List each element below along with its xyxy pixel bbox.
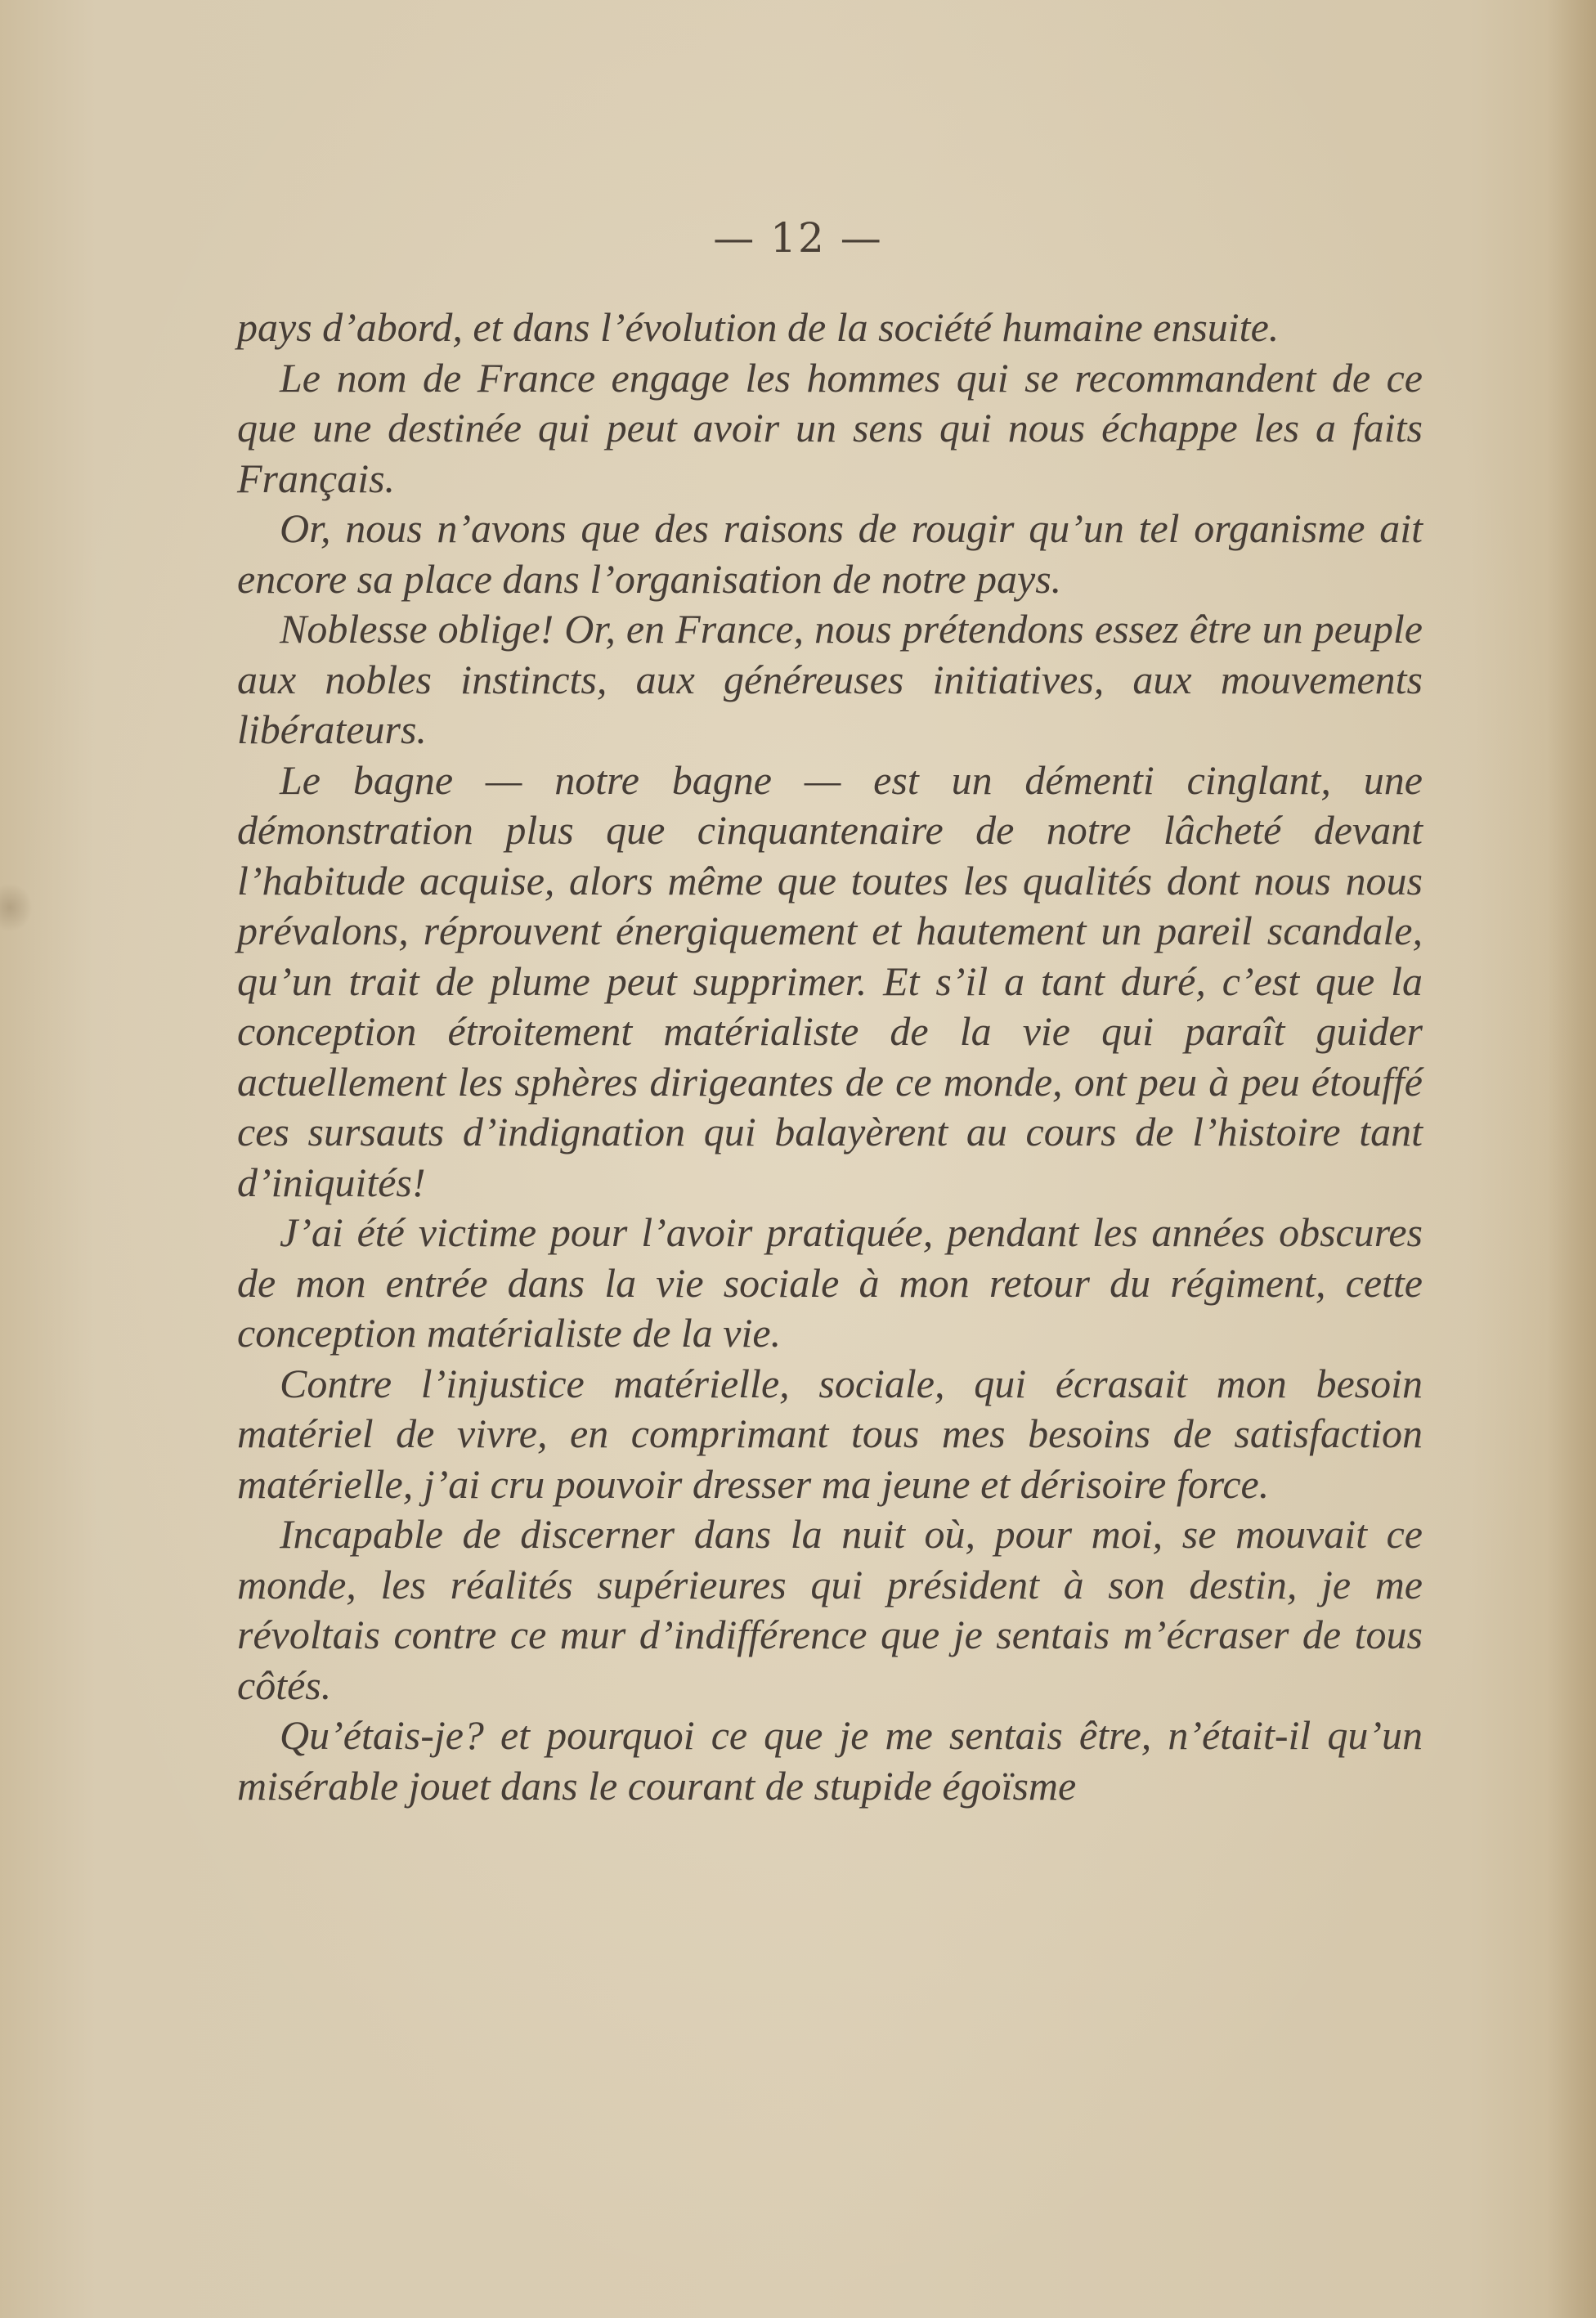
page-edge-shadow xyxy=(1547,0,1596,2318)
page-number: — 12 — xyxy=(713,214,883,262)
page-smudge xyxy=(0,883,33,932)
paragraph-9: Qu’étais-je? et pourquoi ce que je me sentais être, n’était-il qu’un misérable jouet dans le courant de stupide égoïsme xyxy=(237,1712,1423,1809)
body-text xyxy=(237,303,1423,1811)
paragraph-6: J’ai été victime pour l’avoir pratiquée, pendant les années obscures de mon entrée dans la vie sociale à mon retour du régiment, cette conception matérialiste de la vie. xyxy=(237,1209,1423,1356)
paragraph-5: Le bagne — notre bagne — est un démenti cinglant, une démonstration plus que cinquantenaire de notre lâcheté devant l’habitude acquise, alors même que toutes les qualités dont nous nous prévalons, réprouvent énergiquement et hautement un pareil scandale, qu’un trait de plume peut supprimer. Et s’il a tant duré, c’est que la conception étroitement matérialiste de la vie qui paraît guider actuellement les sphères dirigeantes de ce monde, ont peu à peu étouffé ces sursauts d’indignation qui balayèrent au cours de l’histoire tant d’iniquités! xyxy=(237,756,1423,1205)
paragraph-1: pays d’abord, et dans l’évolution de la société humaine ensuite. xyxy=(237,304,1280,350)
paragraph-3: Or, nous n’avons que des raisons de rougir qu’un tel organisme ait encore sa place dans l’organisation de notre pays. xyxy=(237,505,1423,602)
paragraph-2: Le nom de France engage les hommes qui se recommandent de ce que une destinée qui peut avoir un sens qui nous échappe les a faits Français. xyxy=(237,354,1423,501)
paragraph-4: Noblesse oblige! Or, en France, nous prétendons essez être un peuple aux nobles instincts, aux généreuses initiatives, aux mouvements libérateurs. xyxy=(237,606,1423,752)
paragraph-7: Contre l’injustice matérielle, sociale, qui écrasait mon besoin matériel de vivre, en comprimant tous mes besoins de satisfaction matérielle, j’ai cru pouvoir dresser ma jeune et dérisoire force. xyxy=(237,1360,1423,1507)
paragraph-8: Incapable de discerner dans la nuit où, pour moi, se mouvait ce monde, les réalités supérieures qui président à son destin, je me révoltais contre ce mur d’indifférence que je sentais m’écraser de tous côtés. xyxy=(237,1511,1423,1708)
